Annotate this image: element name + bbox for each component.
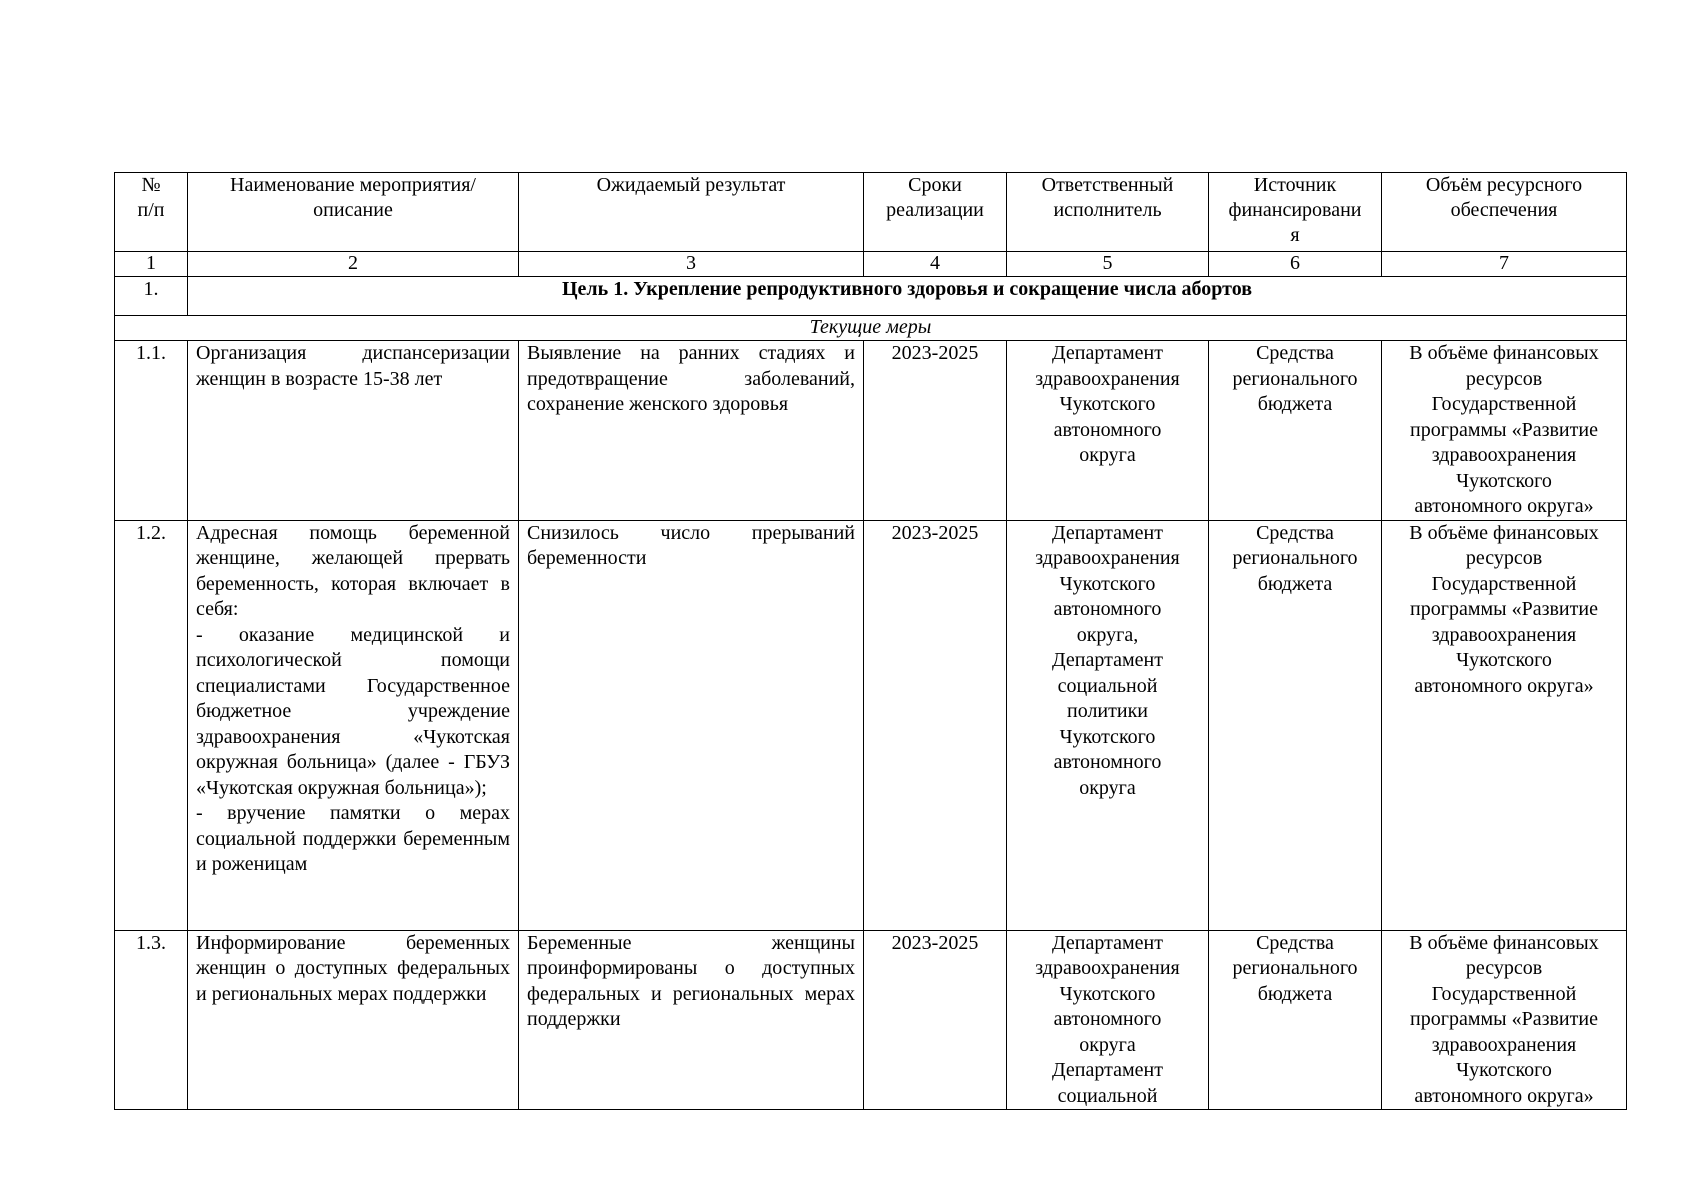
executor: Департамент здравоохранения Чукотского автономного округа [1007,341,1209,521]
header-number: № п/п [115,173,188,252]
header-measure-name: Наименование мероприятия/ описание [188,173,519,252]
period: 2023-2025 [864,520,1007,930]
header-funding-source: Источник финансировани я [1209,173,1382,252]
column-number: 1 [115,252,188,277]
executor: Департамент здравоохранения Чукотского автономного округа, Департамент социальной политики Чукотского автономного округа [1007,520,1209,930]
measure-name: Организация диспансеризации женщин в возрасте 15-38 лет [188,341,519,521]
expected-result: Выявление на ранних стадиях и предотвращение заболеваний, сохранение женского здоровья [519,341,864,521]
column-number-row [115,252,1627,277]
expected-result: Беременные женщины проинформированы о доступных федеральных и региональных мерах поддержки [519,930,864,1110]
resources: В объёме финансовых ресурсов Государственной программы «Развитие здравоохранения Чукотского автономного округа» [1382,520,1627,930]
funding-source: Средства регионального бюджета [1209,341,1382,521]
section-label: Текущие меры [115,316,1627,341]
column-number: 5 [1007,252,1209,277]
table-header-row [115,173,1627,252]
header-resources: Объём ресурсного обеспечения [1382,173,1627,252]
expected-result: Снизилось число прерываний беременности [519,520,864,930]
table-row [115,520,1627,930]
funding-source: Средства регионального бюджета [1209,930,1382,1110]
table-row [115,930,1627,1110]
column-number: 7 [1382,252,1627,277]
resources: В объёме финансовых ресурсов Государственной программы «Развитие здравоохранения Чукотского автономного округа» [1382,341,1627,521]
table-row [115,341,1627,521]
section-label-row [115,316,1627,341]
header-expected-result: Ожидаемый результат [519,173,864,252]
resources: В объёме финансовых ресурсов Государственной программы «Развитие здравоохранения Чукотского автономного округа» [1382,930,1627,1110]
period: 2023-2025 [864,341,1007,521]
executor: Департамент здравоохранения Чукотского автономного округа Департамент социальной [1007,930,1209,1110]
row-number: 1.1. [115,341,188,521]
goal-title: Цель 1. Укрепление репродуктивного здоровья и сокращение числа абортов [188,277,1627,316]
measure-name: Информирование беременных женщин о доступных федеральных и региональных мерах поддержки [188,930,519,1110]
measures-table [114,172,1627,1110]
funding-source: Средства регионального бюджета [1209,520,1382,930]
column-number: 3 [519,252,864,277]
column-number: 6 [1209,252,1382,277]
header-period: Сроки реализации [864,173,1007,252]
measure-name: Адресная помощь беременной женщине, желающей прервать беременность, которая включает в себя: - оказание медицинской и психологической помощи специалистами Государственное бюджетное учреждение здравоохранения «Чукотская окружная больница» (далее - ГБУЗ «Чукотская окружная больница»); - вручение памятки о мерах социальной поддержки беременным и роженицам [188,520,519,930]
goal-row [115,277,1627,316]
header-executor: Ответственный исполнитель [1007,173,1209,252]
goal-number: 1. [115,277,188,316]
column-number: 4 [864,252,1007,277]
row-number: 1.2. [115,520,188,930]
column-number: 2 [188,252,519,277]
period: 2023-2025 [864,930,1007,1110]
row-number: 1.3. [115,930,188,1110]
